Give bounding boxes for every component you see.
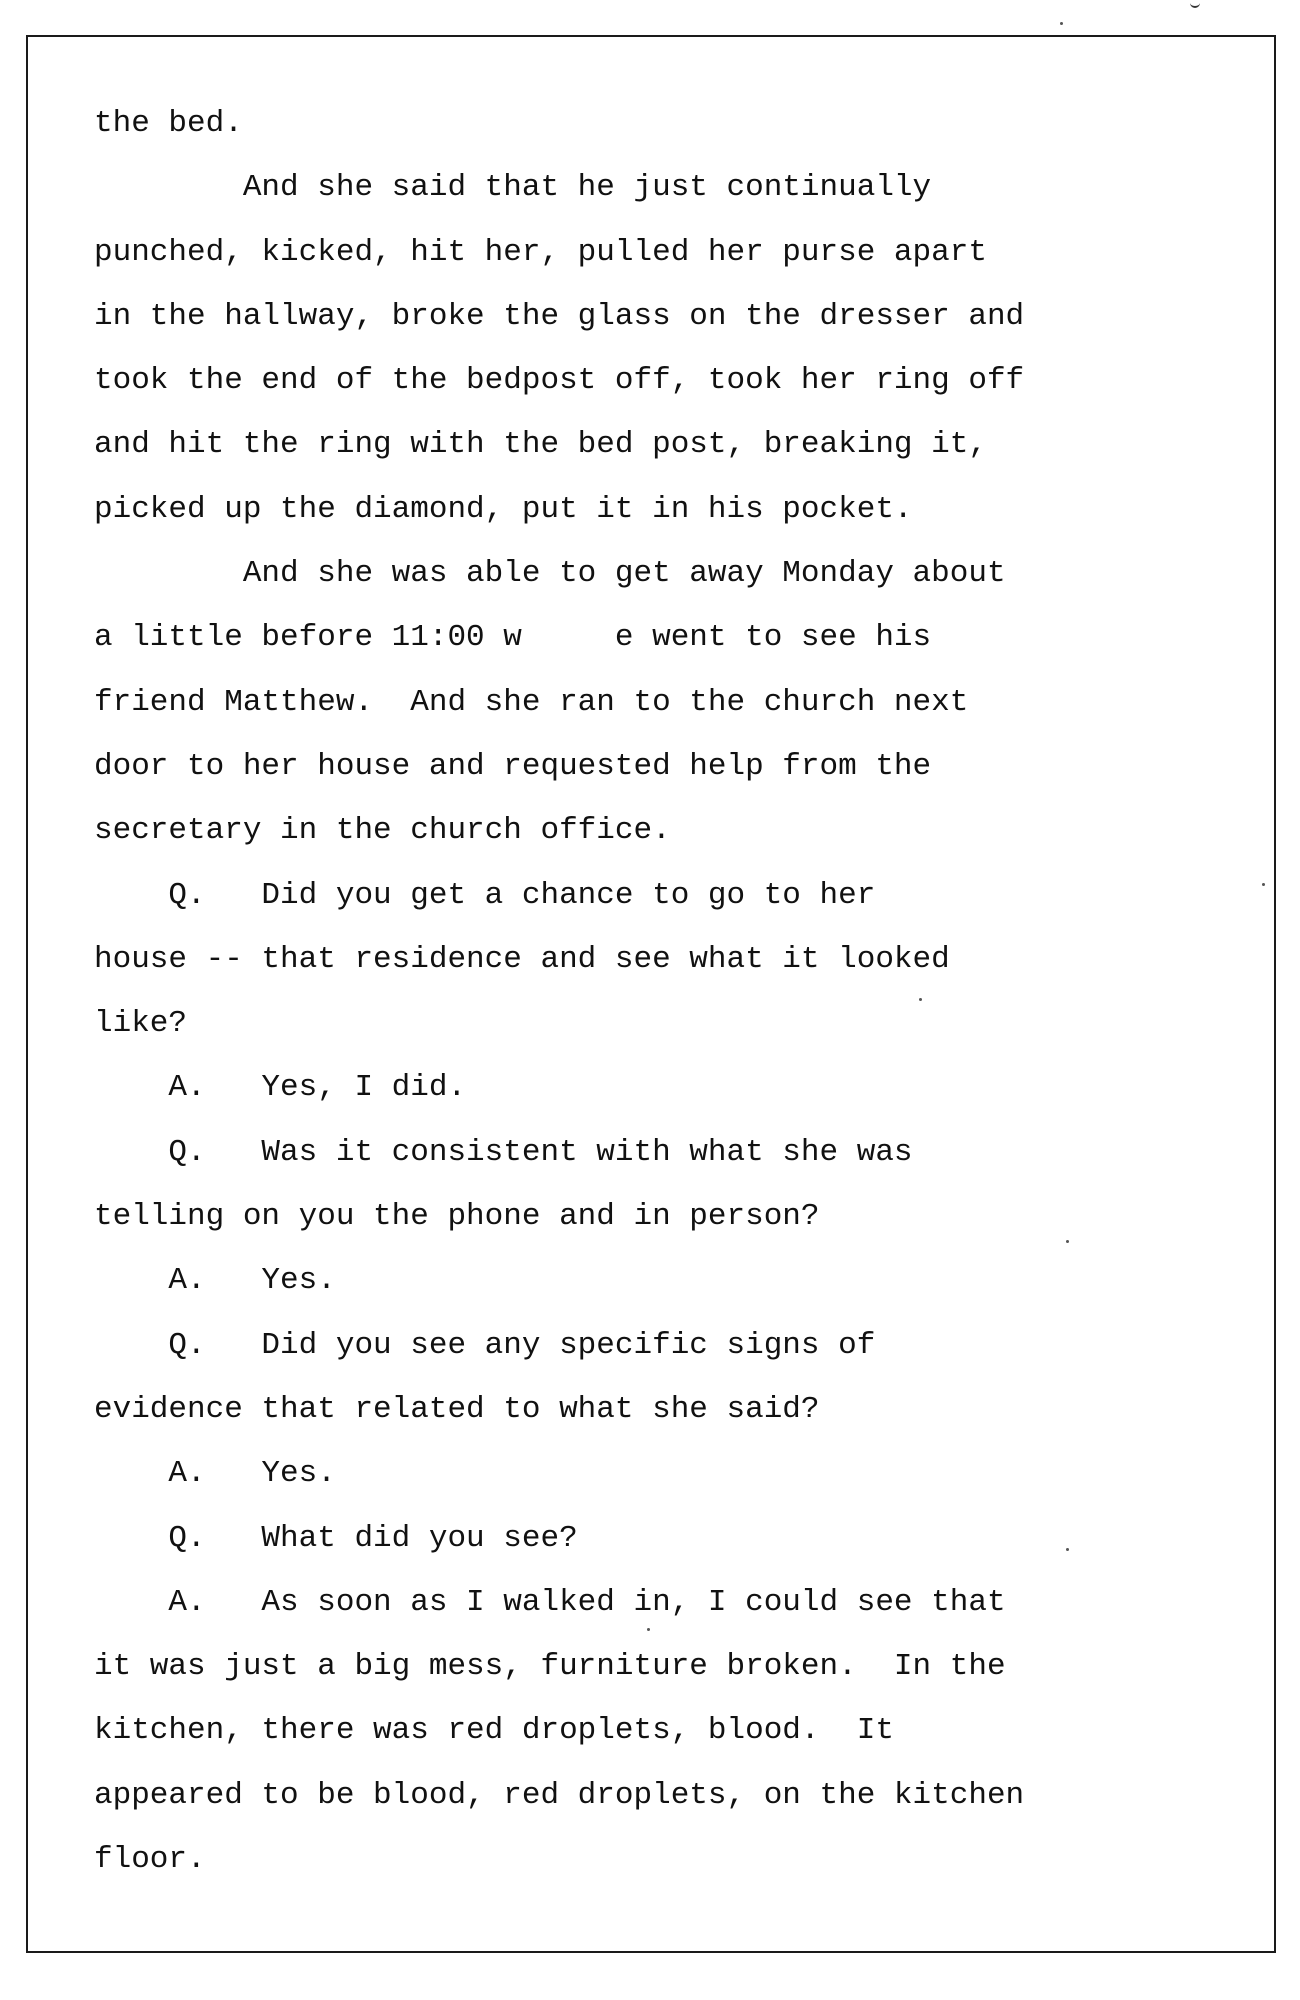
transcript-line: floor. — [94, 1842, 206, 1878]
scan-speck — [1262, 883, 1265, 886]
transcript-line: house -- that residence and see what it looked — [94, 941, 950, 977]
scan-speck — [1060, 22, 1063, 25]
transcript-line: Q. What did you see? — [94, 1520, 578, 1556]
transcript-line: A. Yes. — [94, 1456, 336, 1492]
transcript-line: like? — [94, 1006, 188, 1042]
scan-speck — [1066, 1548, 1069, 1551]
transcript-line: Q. Did you get a chance to go to her — [94, 877, 876, 913]
scan-speck — [647, 1628, 650, 1631]
transcript-line: and hit the ring with the bed post, breaking it, — [94, 427, 987, 463]
transcript-line: A. Yes. — [94, 1263, 336, 1299]
transcript-line: punched, kicked, hit her, pulled her purse apart — [94, 234, 987, 270]
transcript-line: a little before 11:00 w e went to see his — [94, 620, 932, 656]
transcript-line: kitchen, there was red droplets, blood. It — [94, 1713, 894, 1749]
transcript-line: Q. Did you see any specific signs of — [94, 1327, 876, 1363]
transcript-line: And she said that he just continually — [94, 170, 932, 206]
transcript-body — [94, 92, 1214, 1892]
transcript-line: picked up the diamond, put it in his pocket. — [94, 491, 913, 527]
scan-corner-mark — [1190, 0, 1200, 8]
transcript-line: door to her house and requested help from the — [94, 748, 932, 784]
transcript-line: it was just a big mess, furniture broken. In the — [94, 1649, 1006, 1685]
transcript-line: appeared to be blood, red droplets, on the kitchen — [94, 1777, 1025, 1813]
transcript-line: in the hallway, broke the glass on the dresser and — [94, 298, 1025, 334]
transcript-line: telling on you the phone and in person? — [94, 1199, 820, 1235]
scan-speck — [1066, 1240, 1069, 1243]
transcript-line: evidence that related to what she said? — [94, 1391, 820, 1427]
transcript-line: Q. Was it consistent with what she was — [94, 1134, 913, 1170]
transcript-line: A. As soon as I walked in, I could see that — [94, 1584, 1006, 1620]
transcript-line: the bed. — [94, 106, 243, 141]
transcript-line: friend Matthew. And she ran to the church next — [94, 684, 969, 720]
transcript-line: took the end of the bedpost off, took her ring off — [94, 363, 1025, 399]
transcript-line: secretary in the church office. — [94, 813, 671, 849]
transcript-line: A. Yes, I did. — [94, 1070, 467, 1106]
transcript-line: And she was able to get away Monday about — [94, 556, 1006, 592]
scan-speck — [919, 998, 922, 1001]
